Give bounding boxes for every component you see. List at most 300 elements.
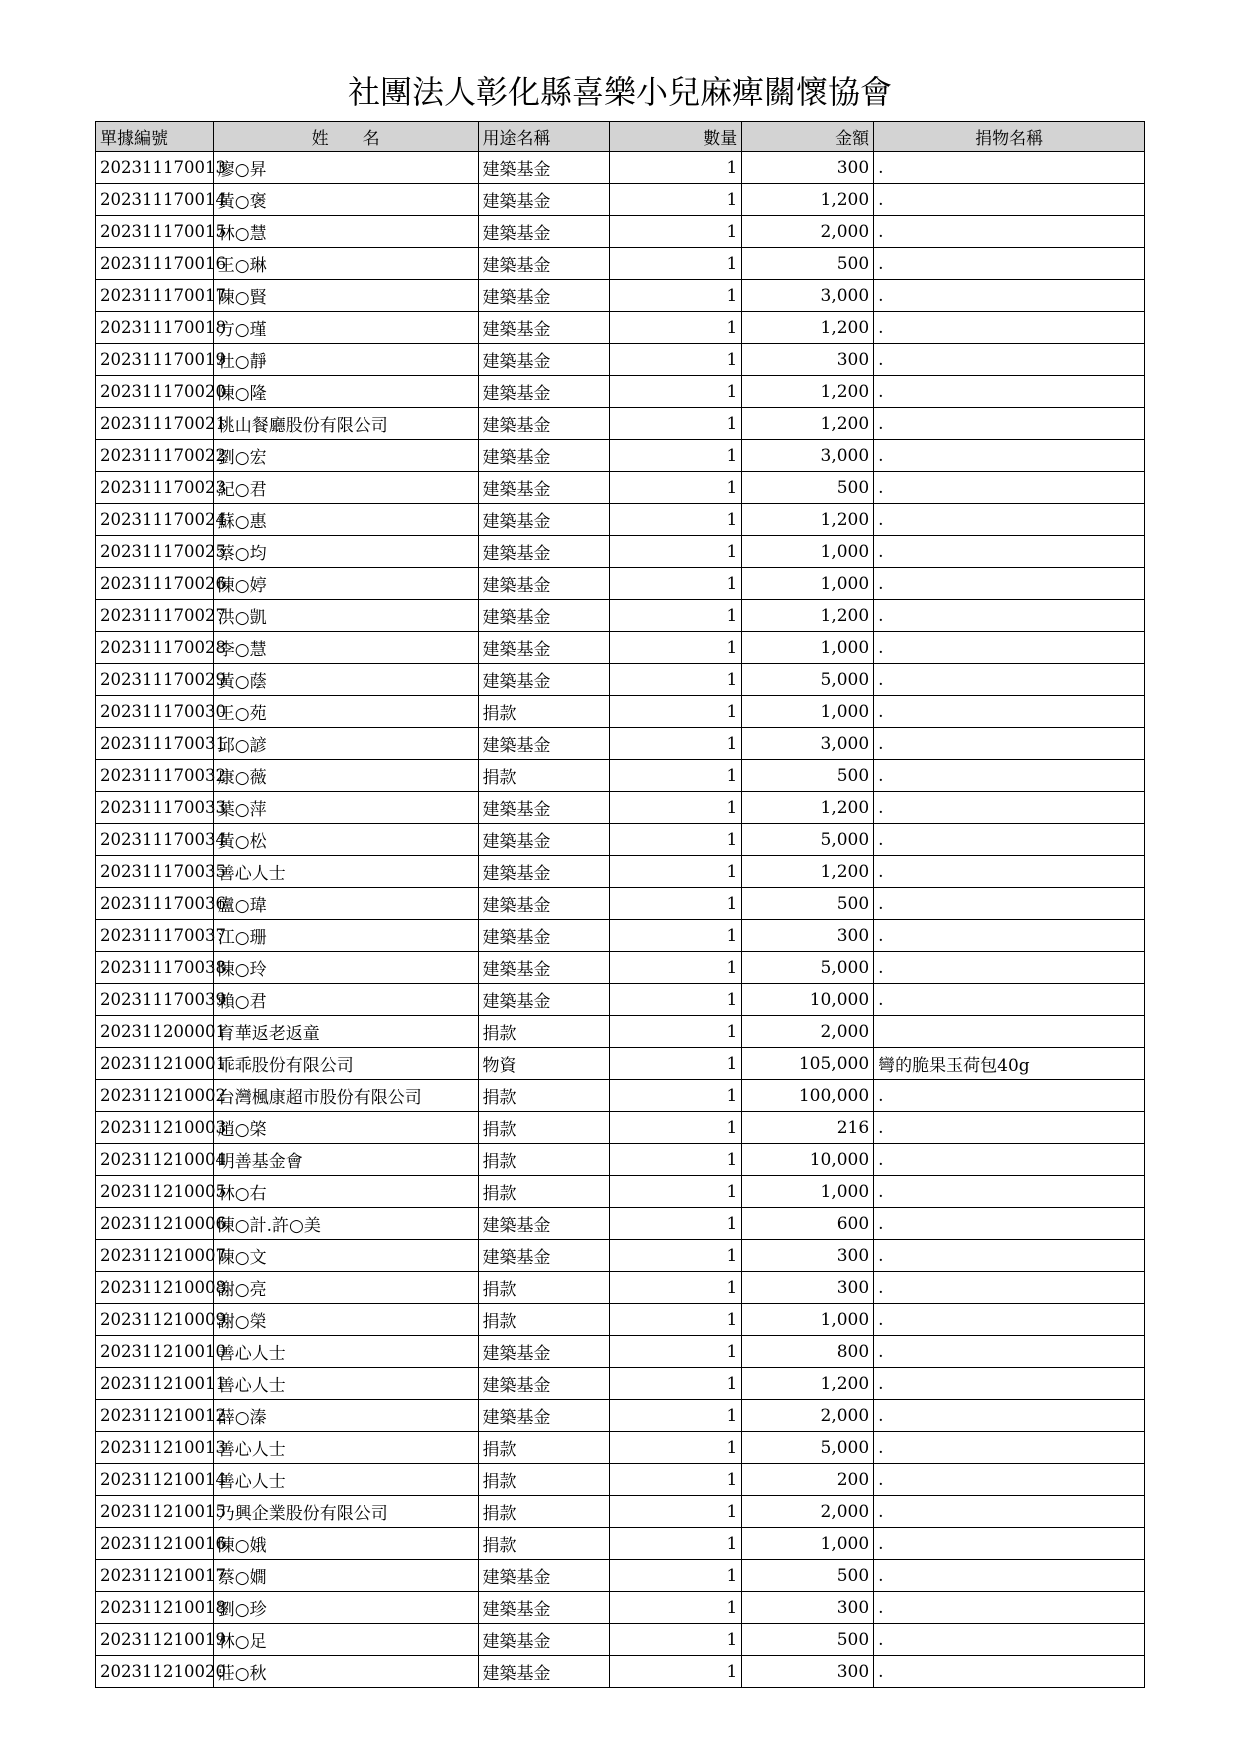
quantity-cell: 1	[610, 152, 742, 184]
donated-item-cell: .	[874, 1336, 1145, 1368]
amount-cell: 5,000	[742, 952, 874, 984]
table-row	[96, 888, 1145, 920]
amount-cell: 1,200	[742, 184, 874, 216]
donated-item-cell: .	[874, 1368, 1145, 1400]
receipt-number-cell: 202311170028	[96, 632, 214, 664]
table-row	[96, 1368, 1145, 1400]
purpose-cell: 建築基金	[478, 1560, 610, 1592]
purpose-cell: 建築基金	[478, 1400, 610, 1432]
purpose-cell: 捐款	[478, 1528, 610, 1560]
quantity-cell: 1	[610, 1592, 742, 1624]
receipt-number-cell: 202311210019	[96, 1624, 214, 1656]
purpose-cell: 建築基金	[478, 824, 610, 856]
donor-name-cell: 莊○秋	[213, 1656, 478, 1688]
donated-item-cell: .	[874, 1400, 1145, 1432]
purpose-cell: 建築基金	[478, 664, 610, 696]
amount-cell: 2,000	[742, 216, 874, 248]
donated-item-cell: .	[874, 408, 1145, 440]
purpose-cell: 建築基金	[478, 1368, 610, 1400]
donated-item-cell: .	[874, 696, 1145, 728]
table-row	[96, 568, 1145, 600]
amount-cell: 300	[742, 1592, 874, 1624]
purpose-cell: 建築基金	[478, 184, 610, 216]
donor-name-cell: 江○珊	[213, 920, 478, 952]
table-row	[96, 1464, 1145, 1496]
receipt-number-cell: 202311170019	[96, 344, 214, 376]
donated-item-cell: .	[874, 984, 1145, 1016]
donated-item-cell: .	[874, 472, 1145, 504]
amount-cell: 300	[742, 1272, 874, 1304]
quantity-cell: 1	[610, 1464, 742, 1496]
purpose-cell: 建築基金	[478, 792, 610, 824]
purpose-cell: 建築基金	[478, 472, 610, 504]
amount-cell: 3,000	[742, 728, 874, 760]
donated-item-cell: .	[874, 344, 1145, 376]
quantity-cell: 1	[610, 1272, 742, 1304]
quantity-cell: 1	[610, 824, 742, 856]
donor-name-cell: 劉○珍	[213, 1592, 478, 1624]
receipt-number-cell: 202311170022	[96, 440, 214, 472]
donated-item-cell: .	[874, 376, 1145, 408]
header-purpose: 用途名稱	[478, 122, 610, 152]
table-row	[96, 984, 1145, 1016]
receipt-number-cell: 202311210009	[96, 1304, 214, 1336]
donor-name-cell: 善心人士	[213, 1464, 478, 1496]
purpose-cell: 建築基金	[478, 376, 610, 408]
receipt-number-cell: 202311170027	[96, 600, 214, 632]
amount-cell: 1,200	[742, 856, 874, 888]
donor-name-cell: 善心人士	[213, 1432, 478, 1464]
receipt-number-cell: 202311210008	[96, 1272, 214, 1304]
quantity-cell: 1	[610, 1336, 742, 1368]
table-row	[96, 952, 1145, 984]
purpose-cell: 建築基金	[478, 568, 610, 600]
quantity-cell: 1	[610, 1304, 742, 1336]
donated-item-cell: .	[874, 1272, 1145, 1304]
donor-name-cell: 劉○宏	[213, 440, 478, 472]
header-amount: 金額	[742, 122, 874, 152]
donor-name-cell: 賴○君	[213, 984, 478, 1016]
donated-item-cell: .	[874, 568, 1145, 600]
purpose-cell: 建築基金	[478, 1624, 610, 1656]
donor-name-cell: 台灣楓康超市股份有限公司	[213, 1080, 478, 1112]
receipt-number-cell: 202311210016	[96, 1528, 214, 1560]
donor-name-cell: 蔡○均	[213, 536, 478, 568]
quantity-cell: 1	[610, 984, 742, 1016]
receipt-number-cell: 202311210012	[96, 1400, 214, 1432]
table-row	[96, 600, 1145, 632]
purpose-cell: 捐款	[478, 1016, 610, 1048]
donor-name-cell: 葉○萍	[213, 792, 478, 824]
table-row	[96, 1528, 1145, 1560]
purpose-cell: 建築基金	[478, 632, 610, 664]
donated-item-cell: .	[874, 792, 1145, 824]
receipt-number-cell: 202311170020	[96, 376, 214, 408]
donor-name-cell: 陳○玲	[213, 952, 478, 984]
amount-cell: 1,000	[742, 1304, 874, 1336]
amount-cell: 216	[742, 1112, 874, 1144]
donated-item-cell: .	[874, 1208, 1145, 1240]
amount-cell: 100,000	[742, 1080, 874, 1112]
receipt-number-cell: 202311200001	[96, 1016, 214, 1048]
quantity-cell: 1	[610, 760, 742, 792]
table-row	[96, 856, 1145, 888]
quantity-cell: 1	[610, 856, 742, 888]
donor-name-cell: 方○瑾	[213, 312, 478, 344]
quantity-cell: 1	[610, 1496, 742, 1528]
donated-item-cell: .	[874, 184, 1145, 216]
table-row	[96, 664, 1145, 696]
purpose-cell: 建築基金	[478, 600, 610, 632]
quantity-cell: 1	[610, 952, 742, 984]
table-row	[96, 696, 1145, 728]
receipt-number-cell: 202311170030	[96, 696, 214, 728]
receipt-number-cell: 202311210014	[96, 1464, 214, 1496]
receipt-number-cell: 202311170029	[96, 664, 214, 696]
amount-cell: 300	[742, 152, 874, 184]
donor-name-cell: 林○慧	[213, 216, 478, 248]
donated-item-cell: .	[874, 1432, 1145, 1464]
receipt-number-cell: 202311170034	[96, 824, 214, 856]
purpose-cell: 捐款	[478, 1080, 610, 1112]
amount-cell: 500	[742, 1560, 874, 1592]
table-row	[96, 152, 1145, 184]
purpose-cell: 建築基金	[478, 440, 610, 472]
table-row	[96, 1112, 1145, 1144]
purpose-cell: 建築基金	[478, 920, 610, 952]
donated-item-cell: .	[874, 856, 1145, 888]
donor-name-cell: 林○右	[213, 1176, 478, 1208]
quantity-cell: 1	[610, 1112, 742, 1144]
receipt-number-cell: 202311170023	[96, 472, 214, 504]
table-row	[96, 1496, 1145, 1528]
purpose-cell: 建築基金	[478, 888, 610, 920]
table-row	[96, 408, 1145, 440]
receipt-number-cell: 202311210020	[96, 1656, 214, 1688]
header-row	[96, 122, 1145, 152]
donor-name-cell: 洪○凱	[213, 600, 478, 632]
amount-cell: 500	[742, 1624, 874, 1656]
receipt-number-cell: 202311170024	[96, 504, 214, 536]
donor-name-cell: 善心人士	[213, 856, 478, 888]
table-row	[96, 504, 1145, 536]
donor-name-cell: 黃○褒	[213, 184, 478, 216]
purpose-cell: 建築基金	[478, 216, 610, 248]
header-donated-item: 捐物名稱	[874, 122, 1145, 152]
purpose-cell: 捐款	[478, 1272, 610, 1304]
receipt-number-cell: 202311170025	[96, 536, 214, 568]
quantity-cell: 1	[610, 1624, 742, 1656]
purpose-cell: 捐款	[478, 1112, 610, 1144]
purpose-cell: 建築基金	[478, 536, 610, 568]
purpose-cell: 建築基金	[478, 504, 610, 536]
amount-cell: 1,200	[742, 312, 874, 344]
page-title: 社團法人彰化縣喜樂小兒麻痺關懷協會	[347, 73, 892, 111]
table-row	[96, 920, 1145, 952]
amount-cell: 800	[742, 1336, 874, 1368]
donor-name-cell: 盧○瑋	[213, 888, 478, 920]
amount-cell: 1,200	[742, 504, 874, 536]
quantity-cell: 1	[610, 1432, 742, 1464]
donor-name-cell: 乖乖股份有限公司	[213, 1048, 478, 1080]
amount-cell: 3,000	[742, 440, 874, 472]
purpose-cell: 捐款	[478, 1144, 610, 1176]
amount-cell: 300	[742, 1240, 874, 1272]
quantity-cell: 1	[610, 408, 742, 440]
donor-name-cell: 黃○蔭	[213, 664, 478, 696]
amount-cell: 1,000	[742, 568, 874, 600]
table-row	[96, 472, 1145, 504]
donor-name-cell: 陳○賢	[213, 280, 478, 312]
donated-item-cell: .	[874, 504, 1145, 536]
quantity-cell: 1	[610, 536, 742, 568]
donated-item-cell: .	[874, 1656, 1145, 1688]
amount-cell: 2,000	[742, 1400, 874, 1432]
donated-item-cell: .	[874, 600, 1145, 632]
amount-cell: 300	[742, 920, 874, 952]
quantity-cell: 1	[610, 600, 742, 632]
purpose-cell: 建築基金	[478, 952, 610, 984]
donor-name-cell: 陳○文	[213, 1240, 478, 1272]
receipt-number-cell: 202311210013	[96, 1432, 214, 1464]
amount-cell: 2,000	[742, 1016, 874, 1048]
receipt-number-cell: 202311170035	[96, 856, 214, 888]
amount-cell: 300	[742, 1656, 874, 1688]
purpose-cell: 捐款	[478, 1304, 610, 1336]
receipt-number-cell: 202311210002	[96, 1080, 214, 1112]
receipt-number-cell: 202311210010	[96, 1336, 214, 1368]
donated-item-cell: .	[874, 1176, 1145, 1208]
quantity-cell: 1	[610, 1208, 742, 1240]
quantity-cell: 1	[610, 1528, 742, 1560]
table-row	[96, 1240, 1145, 1272]
purpose-cell: 建築基金	[478, 1336, 610, 1368]
donated-item-cell: .	[874, 216, 1145, 248]
quantity-cell: 1	[610, 376, 742, 408]
purpose-cell: 建築基金	[478, 408, 610, 440]
quantity-cell: 1	[610, 1016, 742, 1048]
receipt-number-cell: 202311210018	[96, 1592, 214, 1624]
quantity-cell: 1	[610, 664, 742, 696]
donated-item-cell: .	[874, 312, 1145, 344]
donor-name-cell: 桃山餐廳股份有限公司	[213, 408, 478, 440]
receipt-number-cell: 202311170014	[96, 184, 214, 216]
amount-cell: 1,200	[742, 408, 874, 440]
donated-item-cell: .	[874, 280, 1145, 312]
receipt-number-cell: 202311210017	[96, 1560, 214, 1592]
purpose-cell: 建築基金	[478, 344, 610, 376]
amount-cell: 1,000	[742, 536, 874, 568]
quantity-cell: 1	[610, 1144, 742, 1176]
donated-item-cell: .	[874, 632, 1145, 664]
quantity-cell: 1	[610, 440, 742, 472]
donor-name-cell: 王○苑	[213, 696, 478, 728]
table-row	[96, 248, 1145, 280]
table-row	[96, 184, 1145, 216]
donated-item-cell: .	[874, 888, 1145, 920]
purpose-cell: 捐款	[478, 1496, 610, 1528]
quantity-cell: 1	[610, 920, 742, 952]
donated-item-cell	[874, 1016, 1145, 1048]
donor-name-cell: 蔡○嫺	[213, 1560, 478, 1592]
donor-name-cell: 陳○隆	[213, 376, 478, 408]
donation-table	[95, 121, 1145, 1688]
purpose-cell: 建築基金	[478, 280, 610, 312]
table-row	[96, 1656, 1145, 1688]
donor-name-cell: 廖○昇	[213, 152, 478, 184]
header-quantity: 數量	[610, 122, 742, 152]
header-receipt-number: 單據編號	[96, 122, 214, 152]
donor-name-cell: 謝○榮	[213, 1304, 478, 1336]
purpose-cell: 捐款	[478, 760, 610, 792]
quantity-cell: 1	[610, 728, 742, 760]
donor-name-cell: 乃興企業股份有限公司	[213, 1496, 478, 1528]
amount-cell: 1,200	[742, 792, 874, 824]
donated-item-cell: .	[874, 920, 1145, 952]
donated-item-cell: .	[874, 824, 1145, 856]
purpose-cell: 物資	[478, 1048, 610, 1080]
amount-cell: 1,000	[742, 1176, 874, 1208]
donated-item-cell: .	[874, 760, 1145, 792]
receipt-number-cell: 202311170038	[96, 952, 214, 984]
donor-name-cell: 善心人士	[213, 1336, 478, 1368]
amount-cell: 5,000	[742, 824, 874, 856]
table-body	[96, 152, 1145, 1688]
purpose-cell: 建築基金	[478, 248, 610, 280]
quantity-cell: 1	[610, 1240, 742, 1272]
donor-name-cell: 陳○計.許○美	[213, 1208, 478, 1240]
donor-name-cell: 善心人士	[213, 1368, 478, 1400]
donor-name-cell: 王○琳	[213, 248, 478, 280]
receipt-number-cell: 202311170032	[96, 760, 214, 792]
table-row	[96, 1208, 1145, 1240]
receipt-number-cell: 202311210004	[96, 1144, 214, 1176]
table-header	[96, 122, 1145, 152]
amount-cell: 1,200	[742, 376, 874, 408]
table-row	[96, 1624, 1145, 1656]
purpose-cell: 建築基金	[478, 1656, 610, 1688]
receipt-number-cell: 202311170031	[96, 728, 214, 760]
donated-item-cell: .	[874, 1304, 1145, 1336]
table-row	[96, 792, 1145, 824]
receipt-number-cell: 202311170036	[96, 888, 214, 920]
purpose-cell: 建築基金	[478, 856, 610, 888]
table-row	[96, 1176, 1145, 1208]
donated-item-cell: .	[874, 536, 1145, 568]
table-row	[96, 1400, 1145, 1432]
amount-cell: 1,000	[742, 696, 874, 728]
donated-item-cell: .	[874, 152, 1145, 184]
quantity-cell: 1	[610, 1656, 742, 1688]
table-row	[96, 632, 1145, 664]
donor-name-cell: 林○足	[213, 1624, 478, 1656]
table-row	[96, 1336, 1145, 1368]
table-row	[96, 1304, 1145, 1336]
table-row	[96, 1560, 1145, 1592]
quantity-cell: 1	[610, 504, 742, 536]
donor-name-cell: 康○薇	[213, 760, 478, 792]
table-row	[96, 1432, 1145, 1464]
donated-item-cell: .	[874, 1144, 1145, 1176]
receipt-number-cell: 202311210006	[96, 1208, 214, 1240]
quantity-cell: 1	[610, 216, 742, 248]
donated-item-cell: .	[874, 1080, 1145, 1112]
receipt-number-cell: 202311210015	[96, 1496, 214, 1528]
purpose-cell: 建築基金	[478, 152, 610, 184]
header-name: 姓 名	[213, 122, 478, 152]
donor-name-cell: 育華返老返童	[213, 1016, 478, 1048]
receipt-number-cell: 202311210003	[96, 1112, 214, 1144]
donated-item-cell: .	[874, 728, 1145, 760]
donor-name-cell: 謝○亮	[213, 1272, 478, 1304]
receipt-number-cell: 202311170037	[96, 920, 214, 952]
donated-item-cell: .	[874, 248, 1145, 280]
receipt-number-cell: 202311170026	[96, 568, 214, 600]
receipt-number-cell: 202311170018	[96, 312, 214, 344]
donor-name-cell: 陳○娥	[213, 1528, 478, 1560]
quantity-cell: 1	[610, 1560, 742, 1592]
quantity-cell: 1	[610, 696, 742, 728]
table-row	[96, 440, 1145, 472]
receipt-number-cell: 202311170015	[96, 216, 214, 248]
receipt-number-cell: 202311170021	[96, 408, 214, 440]
quantity-cell: 1	[610, 1368, 742, 1400]
receipt-number-cell: 202311210005	[96, 1176, 214, 1208]
quantity-cell: 1	[610, 792, 742, 824]
amount-cell: 3,000	[742, 280, 874, 312]
purpose-cell: 建築基金	[478, 1240, 610, 1272]
quantity-cell: 1	[610, 568, 742, 600]
purpose-cell: 建築基金	[478, 728, 610, 760]
receipt-number-cell: 202311170013	[96, 152, 214, 184]
table-row	[96, 1048, 1145, 1080]
table-row	[96, 376, 1145, 408]
table-row	[96, 344, 1145, 376]
amount-cell: 10,000	[742, 1144, 874, 1176]
donated-item-cell: .	[874, 1496, 1145, 1528]
receipt-number-cell: 202311210001	[96, 1048, 214, 1080]
purpose-cell: 建築基金	[478, 1208, 610, 1240]
amount-cell: 2,000	[742, 1496, 874, 1528]
table-row	[96, 1272, 1145, 1304]
donor-name-cell: 薛○溱	[213, 1400, 478, 1432]
amount-cell: 500	[742, 248, 874, 280]
quantity-cell: 1	[610, 184, 742, 216]
donated-item-cell: .	[874, 952, 1145, 984]
receipt-number-cell: 202311210007	[96, 1240, 214, 1272]
table-row	[96, 1016, 1145, 1048]
donor-name-cell: 李○慧	[213, 632, 478, 664]
amount-cell: 500	[742, 888, 874, 920]
donated-item-cell: .	[874, 1240, 1145, 1272]
donated-item-cell: .	[874, 1464, 1145, 1496]
donated-item-cell: .	[874, 440, 1145, 472]
purpose-cell: 捐款	[478, 696, 610, 728]
donated-item-cell: 彎的脆果玉荷包40g	[874, 1048, 1145, 1080]
receipt-number-cell: 202311210011	[96, 1368, 214, 1400]
quantity-cell: 1	[610, 248, 742, 280]
amount-cell: 1,000	[742, 1528, 874, 1560]
table-row	[96, 312, 1145, 344]
table-row	[96, 536, 1145, 568]
table-row	[96, 728, 1145, 760]
donor-name-cell: 紀○君	[213, 472, 478, 504]
amount-cell: 300	[742, 344, 874, 376]
donor-name-cell: 黃○松	[213, 824, 478, 856]
quantity-cell: 1	[610, 888, 742, 920]
donor-name-cell: 趙○棨	[213, 1112, 478, 1144]
donor-name-cell: 杜○靜	[213, 344, 478, 376]
